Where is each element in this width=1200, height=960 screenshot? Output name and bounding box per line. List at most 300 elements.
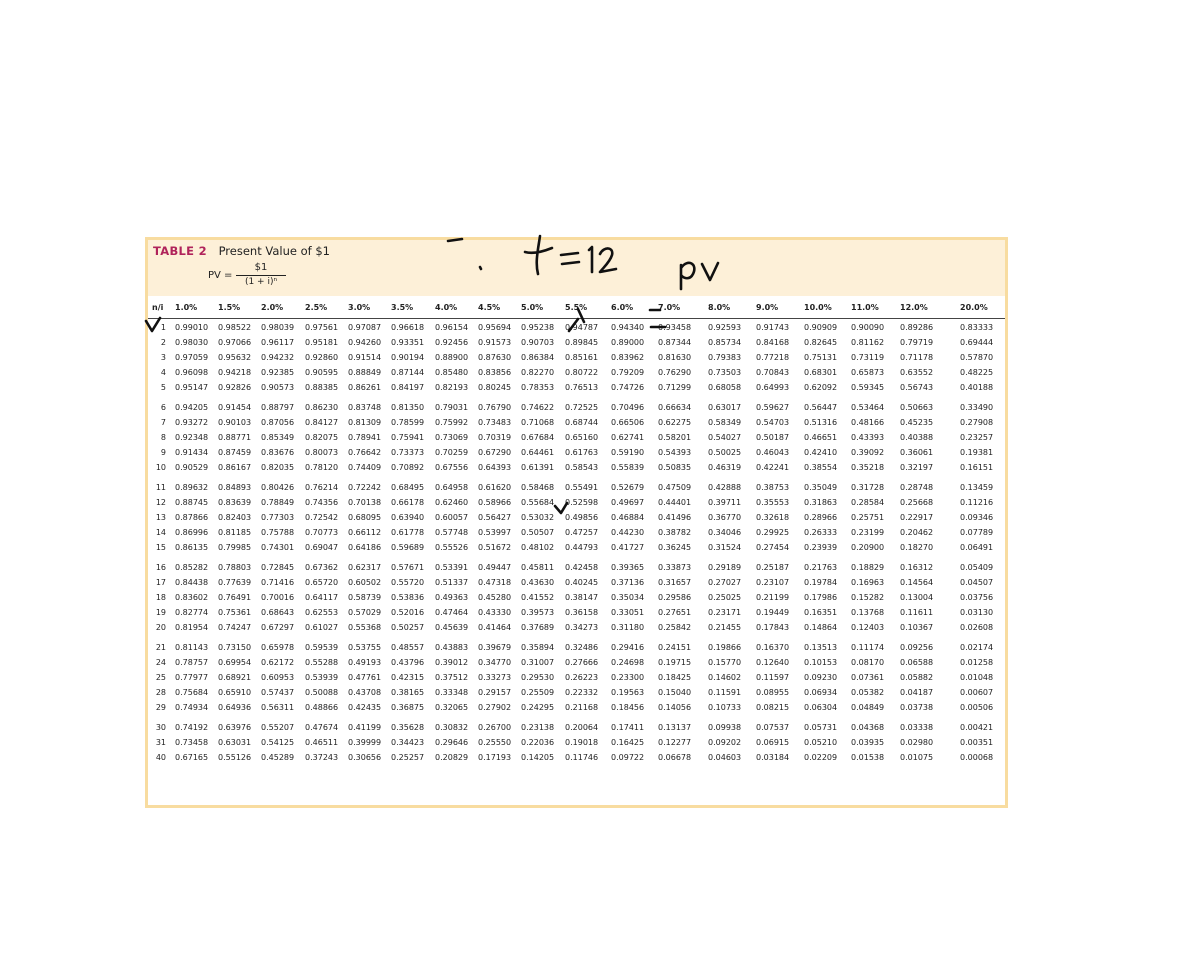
pv-factor-cell: 0.93351 (391, 338, 425, 347)
pv-factor-cell: 0.47761 (348, 673, 382, 682)
table-row (148, 402, 1005, 416)
pv-factor-cell: 0.01048 (960, 673, 994, 682)
pv-factor-cell: 0.56427 (478, 513, 512, 522)
pv-factor-cell: 0.95147 (175, 383, 209, 392)
pv-factor-cell: 0.81162 (851, 338, 885, 347)
pv-factor-cell: 0.74934 (175, 703, 209, 712)
pv-factor-cell: 0.84127 (305, 418, 339, 427)
pv-factor-cell: 0.65160 (565, 433, 599, 442)
pv-factor-cell: 0.81954 (175, 623, 209, 632)
pv-factor-cell: 0.59345 (851, 383, 885, 392)
period-number: 17 (155, 578, 166, 587)
pv-factor-cell: 0.57671 (391, 563, 425, 572)
pv-factor-cell: 0.62317 (348, 563, 382, 572)
pv-factor-cell: 0.09202 (708, 738, 742, 747)
handwritten-text: t = 12 PV (0, 0, 5, 1)
period-number: 30 (155, 723, 166, 732)
pv-factor-cell: 0.68095 (348, 513, 382, 522)
pv-factor-cell: 0.07789 (960, 528, 994, 537)
pv-factor-cell: 0.10153 (804, 658, 838, 667)
period-number: 3 (160, 353, 166, 362)
pv-factor-cell: 0.54703 (756, 418, 790, 427)
pv-factor-cell: 0.23939 (804, 543, 838, 552)
rate-header: 4.5% (478, 303, 501, 312)
pv-factor-cell: 0.90573 (261, 383, 295, 392)
pv-factor-cell: 0.58468 (521, 483, 555, 492)
pv-factor-cell: 0.06304 (804, 703, 838, 712)
pv-factor-cell: 0.08170 (851, 658, 885, 667)
period-number: 19 (155, 608, 166, 617)
rate-header: 5.5% (565, 303, 588, 312)
pv-factor-cell: 0.35049 (804, 483, 838, 492)
table-row (148, 577, 1005, 591)
pv-factor-cell: 0.71068 (521, 418, 555, 427)
rate-header: 1.5% (218, 303, 241, 312)
pv-factor-cell: 0.25187 (756, 563, 790, 572)
pv-factor-cell: 0.36875 (391, 703, 425, 712)
pv-factor-cell: 0.03935 (851, 738, 885, 747)
table-row (148, 737, 1005, 751)
pv-factor-cell: 0.52679 (611, 483, 645, 492)
pv-factor-cell: 0.82193 (435, 383, 469, 392)
pv-factor-cell: 0.83962 (611, 353, 645, 362)
formula-lhs: PV = (208, 270, 233, 281)
table-row (148, 687, 1005, 701)
pv-factor-cell: 0.41496 (658, 513, 692, 522)
pv-factor-cell: 0.27027 (708, 578, 742, 587)
pv-factor-cell: 0.88849 (348, 368, 382, 377)
pv-factor-cell: 0.85349 (261, 433, 295, 442)
pv-factor-cell: 0.43708 (348, 688, 382, 697)
pv-factor-cell: 0.50025 (708, 448, 742, 457)
pv-factor-cell: 0.04507 (960, 578, 994, 587)
pv-factor-cell: 0.24151 (658, 643, 692, 652)
pv-factor-cell: 0.39012 (435, 658, 469, 667)
pv-factor-cell: 0.56743 (900, 383, 934, 392)
pv-factor-cell: 0.51337 (435, 578, 469, 587)
pv-factor-cell: 0.82403 (218, 513, 252, 522)
formula-fraction (236, 262, 286, 287)
period-number: 31 (155, 738, 166, 747)
pv-factor-cell: 0.48557 (391, 643, 425, 652)
pv-factor-cell: 0.66178 (391, 498, 425, 507)
rate-header: 4.0% (435, 303, 458, 312)
pv-factor-cell: 0.03130 (960, 608, 994, 617)
pv-factor-cell: 0.89845 (565, 338, 599, 347)
pv-factor-cell: 0.02209 (804, 753, 838, 762)
pv-factor-cell: 0.37689 (521, 623, 555, 632)
pv-factor-cell: 0.58543 (565, 463, 599, 472)
pv-factor-cell: 0.82774 (175, 608, 209, 617)
table-row (148, 562, 1005, 576)
period-number: 1 (160, 323, 166, 332)
pv-factor-cell: 0.55526 (435, 543, 469, 552)
pv-factor-cell: 0.29189 (708, 563, 742, 572)
pv-factor-cell: 0.73373 (391, 448, 425, 457)
pv-factor-cell: 0.84168 (756, 338, 790, 347)
pv-factor-cell: 0.13459 (960, 483, 994, 492)
pv-factor-cell: 0.01075 (900, 753, 934, 762)
pv-factor-cell: 0.42315 (391, 673, 425, 682)
pv-factor-cell: 0.42888 (708, 483, 742, 492)
pv-factor-cell: 0.94260 (348, 338, 382, 347)
period-number: 11 (155, 483, 166, 492)
pv-factor-cell: 0.66112 (348, 528, 382, 537)
table-row (148, 657, 1005, 671)
pv-factor-cell: 0.36158 (565, 608, 599, 617)
pv-factor-cell: 0.61763 (565, 448, 599, 457)
pv-factor-cell: 0.91514 (348, 353, 382, 362)
pv-factor-cell: 0.62172 (261, 658, 295, 667)
pv-factor-cell: 0.40245 (565, 578, 599, 587)
pv-factor-cell: 0.86167 (218, 463, 252, 472)
pv-factor-cell: 0.93272 (175, 418, 209, 427)
pv-factor-cell: 0.02174 (960, 643, 994, 652)
pv-factor-cell: 0.96098 (175, 368, 209, 377)
pv-factor-cell: 0.03756 (960, 593, 994, 602)
pv-factor-cell: 0.42241 (756, 463, 790, 472)
table-row (148, 512, 1005, 526)
pv-factor-cell: 0.79719 (900, 338, 934, 347)
pv-factor-cell: 0.84197 (391, 383, 425, 392)
pv-factor-cell: 0.13513 (804, 643, 838, 652)
pv-factor-cell: 0.50835 (658, 463, 692, 472)
pv-factor-cell: 0.46319 (708, 463, 742, 472)
table-row (148, 592, 1005, 606)
period-number: 16 (155, 563, 166, 572)
pv-factor-cell: 0.24295 (521, 703, 555, 712)
pv-factor-cell: 0.81630 (658, 353, 692, 362)
pv-factor-cell: 0.79985 (218, 543, 252, 552)
pv-factor-cell: 0.92456 (435, 338, 469, 347)
column-header-row (148, 300, 1005, 319)
pv-factor-cell: 0.15040 (658, 688, 692, 697)
pv-factor-cell: 0.57748 (435, 528, 469, 537)
period-number: 8 (160, 433, 166, 442)
pv-factor-cell: 0.37512 (435, 673, 469, 682)
pv-factor-cell: 0.90103 (218, 418, 252, 427)
pv-factor-cell: 0.31524 (708, 543, 742, 552)
pv-factor-cell: 0.16370 (756, 643, 790, 652)
pv-factor-cell: 0.63017 (708, 403, 742, 412)
pv-factor-cell: 0.88900 (435, 353, 469, 362)
pv-factor-cell: 0.73483 (478, 418, 512, 427)
pv-factor-cell: 0.95181 (305, 338, 339, 347)
pv-factor-cell: 0.87459 (218, 448, 252, 457)
pv-factor-cell: 0.67684 (521, 433, 555, 442)
pv-factor-cell: 0.94232 (261, 353, 295, 362)
pv-factor-cell: 0.85282 (175, 563, 209, 572)
formula-denominator: (1 + i)ⁿ (244, 277, 278, 287)
pv-factor-cell: 0.87344 (658, 338, 692, 347)
pv-factor-cell: 0.47257 (565, 528, 599, 537)
pv-factor-cell: 0.91454 (218, 403, 252, 412)
pv-factor-cell: 0.48166 (851, 418, 885, 427)
pv-factor-cell: 0.06678 (658, 753, 692, 762)
pv-factor-cell: 0.83602 (175, 593, 209, 602)
pv-factor-cell: 0.64461 (521, 448, 555, 457)
pv-factor-cell: 0.02608 (960, 623, 994, 632)
pv-factor-cell: 0.88797 (261, 403, 295, 412)
pv-factor-cell: 0.63031 (218, 738, 252, 747)
pv-factor-cell: 0.57029 (348, 608, 382, 617)
pv-factor-cell: 0.90703 (521, 338, 555, 347)
pv-factor-cell: 0.67556 (435, 463, 469, 472)
pv-factor-cell: 0.44230 (611, 528, 645, 537)
rate-header: 11.0% (851, 303, 879, 312)
pv-factor-cell: 0.52598 (565, 498, 599, 507)
pv-factor-cell: 0.68643 (261, 608, 295, 617)
pv-factor-cell: 0.09230 (804, 673, 838, 682)
pv-factor-cell: 0.28748 (900, 483, 934, 492)
pv-factor-cell: 0.78803 (218, 563, 252, 572)
pv-factor-cell: 0.53755 (348, 643, 382, 652)
pv-factor-cell: 0.55207 (261, 723, 295, 732)
pv-factor-cell: 0.70319 (478, 433, 512, 442)
pv-factor-cell: 0.20900 (851, 543, 885, 552)
rate-header: 2.5% (305, 303, 328, 312)
pv-factor-cell: 0.13768 (851, 608, 885, 617)
table-row (148, 497, 1005, 511)
pv-factor-cell: 0.88745 (175, 498, 209, 507)
pv-factor-cell: 0.78757 (175, 658, 209, 667)
pv-factor-cell: 0.65720 (305, 578, 339, 587)
pv-factor-cell: 0.30832 (435, 723, 469, 732)
pv-factor-cell: 0.19449 (756, 608, 790, 617)
pv-factor-cell: 0.90595 (305, 368, 339, 377)
pv-factor-cell: 0.69954 (218, 658, 252, 667)
pv-factor-cell: 0.72845 (261, 563, 295, 572)
pv-factor-cell: 0.05382 (851, 688, 885, 697)
pv-factor-cell: 0.00421 (960, 723, 994, 732)
pv-factor-cell: 0.25550 (478, 738, 512, 747)
pv-factor-cell: 0.39365 (611, 563, 645, 572)
pv-factor-cell: 0.46651 (804, 433, 838, 442)
pv-factor-cell: 0.80073 (305, 448, 339, 457)
table-row (148, 382, 1005, 396)
table-row (148, 542, 1005, 556)
pv-factor-cell: 0.32065 (435, 703, 469, 712)
pv-factor-cell: 0.09346 (960, 513, 994, 522)
formula-numerator: $1 (236, 262, 286, 276)
pv-factor-cell: 0.44793 (565, 543, 599, 552)
present-value-table (145, 237, 1008, 808)
pv-factor-cell: 0.61778 (391, 528, 425, 537)
pv-factor-cell: 0.87866 (175, 513, 209, 522)
pv-factor-cell: 0.72242 (348, 483, 382, 492)
table-row (148, 702, 1005, 716)
pv-factor-cell: 0.55288 (305, 658, 339, 667)
pv-factor-cell: 0.46884 (611, 513, 645, 522)
pv-factor-cell: 0.57437 (261, 688, 295, 697)
pv-factor-cell: 0.21455 (708, 623, 742, 632)
pv-factor-cell: 0.25509 (521, 688, 555, 697)
pv-factor-cell: 0.34273 (565, 623, 599, 632)
pv-factor-cell: 0.32486 (565, 643, 599, 652)
pv-factor-cell: 0.06934 (804, 688, 838, 697)
pv-factor-cell: 0.22332 (565, 688, 599, 697)
pv-factor-cell: 0.32197 (900, 463, 934, 472)
pv-factor-cell: 0.31863 (804, 498, 838, 507)
pv-factor-cell: 0.64393 (478, 463, 512, 472)
pv-factor-cell: 0.12277 (658, 738, 692, 747)
pv-factor-cell: 0.34046 (708, 528, 742, 537)
pv-factor-cell: 0.14602 (708, 673, 742, 682)
pv-factor-cell: 0.47318 (478, 578, 512, 587)
pv-factor-cell: 0.19715 (658, 658, 692, 667)
pv-factor-cell: 0.84893 (218, 483, 252, 492)
pv-factor-cell: 0.97561 (305, 323, 339, 332)
pv-factor-cell: 0.79031 (435, 403, 469, 412)
pv-factor-cell: 0.12403 (851, 623, 885, 632)
pv-factor-cell: 0.04187 (900, 688, 934, 697)
pv-factor-cell: 0.03338 (900, 723, 934, 732)
pv-factor-cell: 0.99010 (175, 323, 209, 332)
pv-factor-cell: 0.23171 (708, 608, 742, 617)
pv-factor-cell: 0.63940 (391, 513, 425, 522)
pv-factor-cell: 0.36061 (900, 448, 934, 457)
pv-factor-cell: 0.52016 (391, 608, 425, 617)
pv-factor-cell: 0.94340 (611, 323, 645, 332)
table-row (148, 322, 1005, 336)
pv-factor-cell: 0.89632 (175, 483, 209, 492)
pv-factor-cell: 0.58349 (708, 418, 742, 427)
pv-factor-cell: 0.20064 (565, 723, 599, 732)
pv-factor-cell: 0.75788 (261, 528, 295, 537)
pv-factor-cell: 0.81143 (175, 643, 209, 652)
pv-factor-cell: 0.16963 (851, 578, 885, 587)
pv-factor-cell: 0.19784 (804, 578, 838, 587)
pv-factor-cell: 0.76290 (658, 368, 692, 377)
pv-factor-cell: 0.77639 (218, 578, 252, 587)
pv-factor-cell: 0.18425 (658, 673, 692, 682)
pv-factor-cell: 0.65910 (218, 688, 252, 697)
pv-factor-cell: 0.68921 (218, 673, 252, 682)
pv-factor-cell: 0.59539 (305, 643, 339, 652)
pv-factor-cell: 0.27908 (960, 418, 994, 427)
pv-factor-cell: 0.48102 (521, 543, 555, 552)
pv-factor-cell: 0.61620 (478, 483, 512, 492)
rate-header: 20.0% (960, 303, 988, 312)
pv-factor-cell: 0.90529 (175, 463, 209, 472)
period-number: 20 (155, 623, 166, 632)
pv-factor-cell: 0.24698 (611, 658, 645, 667)
pv-factor-cell: 0.18829 (851, 563, 885, 572)
pv-factor-cell: 0.47674 (305, 723, 339, 732)
pv-factor-cell: 0.53939 (305, 673, 339, 682)
pv-factor-cell: 0.85161 (565, 353, 599, 362)
pv-factor-cell: 0.16351 (804, 608, 838, 617)
rate-header: 2.0% (261, 303, 284, 312)
pv-factor-cell: 0.95694 (478, 323, 512, 332)
pv-factor-cell: 0.79209 (611, 368, 645, 377)
pv-factor-cell: 0.19018 (565, 738, 599, 747)
pv-factor-cell: 0.14864 (804, 623, 838, 632)
pv-factor-cell: 0.43883 (435, 643, 469, 652)
pv-factor-cell: 0.00351 (960, 738, 994, 747)
pv-factor-cell: 0.86135 (175, 543, 209, 552)
pv-factor-cell: 0.50187 (756, 433, 790, 442)
pv-factor-cell: 0.65978 (261, 643, 295, 652)
pv-factor-cell: 0.11746 (565, 753, 599, 762)
pv-factor-cell: 0.74409 (348, 463, 382, 472)
pv-factor-cell: 0.50507 (521, 528, 555, 537)
pv-factor-cell: 0.72542 (305, 513, 339, 522)
table-row (148, 482, 1005, 496)
pv-factor-cell: 0.49856 (565, 513, 599, 522)
pv-factor-cell: 0.56311 (261, 703, 295, 712)
pv-factor-cell: 0.90194 (391, 353, 425, 362)
pv-factor-cell: 0.62460 (435, 498, 469, 507)
pv-factor-cell: 0.86996 (175, 528, 209, 537)
pv-factor-cell: 0.09722 (611, 753, 645, 762)
pv-factor-cell: 0.68744 (565, 418, 599, 427)
pv-factor-cell: 0.57870 (960, 353, 994, 362)
pv-factor-cell: 0.15282 (851, 593, 885, 602)
pv-factor-cell: 0.76491 (218, 593, 252, 602)
pv-factor-cell: 0.11174 (851, 643, 885, 652)
corner-header: n/i (152, 303, 164, 312)
pv-factor-cell: 0.94205 (175, 403, 209, 412)
pv-factor-cell: 0.17193 (478, 753, 512, 762)
pv-factor-cell: 0.89000 (611, 338, 645, 347)
pv-factor-cell: 0.56447 (804, 403, 838, 412)
pv-factor-cell: 0.51672 (478, 543, 512, 552)
pv-factor-cell: 0.31657 (658, 578, 692, 587)
pv-factor-cell: 0.81185 (218, 528, 252, 537)
pv-factor-cell: 0.98522 (218, 323, 252, 332)
pv-factor-cell: 0.34423 (391, 738, 425, 747)
pv-factor-cell: 0.96154 (435, 323, 469, 332)
pv-factor-cell: 0.16151 (960, 463, 994, 472)
pv-factor-cell: 0.76214 (305, 483, 339, 492)
pv-factor-cell: 0.89286 (900, 323, 934, 332)
pv-factor-cell: 0.11216 (960, 498, 994, 507)
pv-factor-cell: 0.43393 (851, 433, 885, 442)
pv-factor-cell: 0.73119 (851, 353, 885, 362)
period-number: 21 (155, 643, 166, 652)
pv-factor-cell: 0.97087 (348, 323, 382, 332)
pv-factor-cell: 0.91573 (478, 338, 512, 347)
rate-header: 12.0% (900, 303, 928, 312)
period-number: 24 (155, 658, 166, 667)
table-row (148, 447, 1005, 461)
pv-factor-cell: 0.54027 (708, 433, 742, 442)
pv-factor-cell: 0.73458 (175, 738, 209, 747)
pv-factor-cell: 0.96117 (261, 338, 295, 347)
pv-factor-cell: 0.27651 (658, 608, 692, 617)
pv-factor-cell: 0.29157 (478, 688, 512, 697)
period-number: 12 (155, 498, 166, 507)
period-number: 18 (155, 593, 166, 602)
pv-factor-cell: 0.82645 (804, 338, 838, 347)
pv-factor-cell: 0.76513 (565, 383, 599, 392)
pv-factor-cell: 0.45289 (261, 753, 295, 762)
pv-factor-cell: 0.64117 (305, 593, 339, 602)
pv-factor-cell: 0.43630 (521, 578, 555, 587)
pv-factor-cell: 0.79383 (708, 353, 742, 362)
pv-factor-cell: 0.62553 (305, 608, 339, 617)
pv-factor-cell: 0.09938 (708, 723, 742, 732)
pv-factor-cell: 0.58966 (478, 498, 512, 507)
rate-header: 1.0% (175, 303, 198, 312)
pv-factor-cell: 0.41199 (348, 723, 382, 732)
pv-factor-cell: 0.55684 (521, 498, 555, 507)
pv-factor-cell: 0.82035 (261, 463, 295, 472)
pv-factor-cell: 0.90909 (804, 323, 838, 332)
pv-factor-cell: 0.92348 (175, 433, 209, 442)
pv-factor-cell: 0.53464 (851, 403, 885, 412)
